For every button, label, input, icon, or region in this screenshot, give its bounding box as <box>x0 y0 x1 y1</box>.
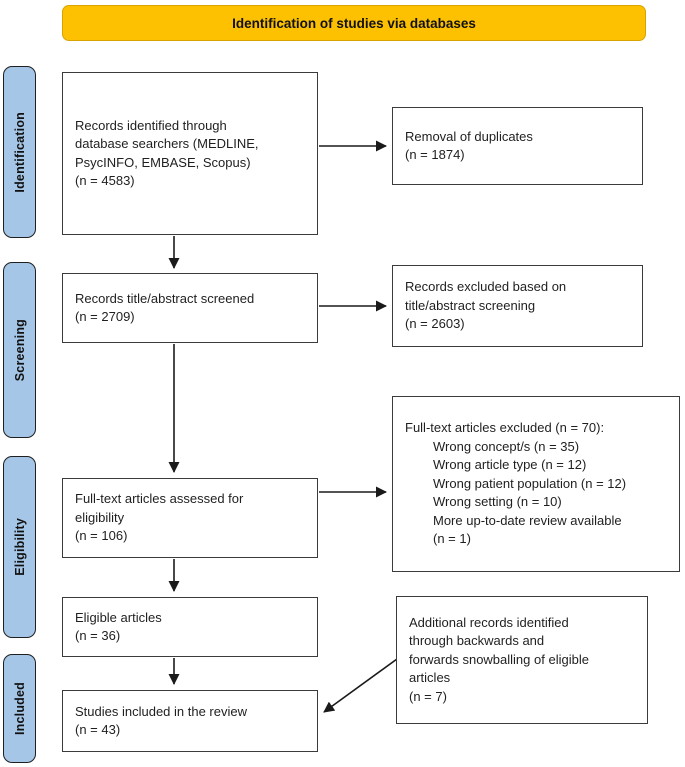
box-text-line: forwards snowballing of eligible <box>409 651 589 667</box>
stage-label-screening-text: Screening <box>12 318 27 382</box>
exclusion-reason: Wrong setting (n = 10) <box>433 494 562 510</box>
box-records-excluded <box>392 265 643 347</box>
box-removal-of-duplicates <box>392 107 643 185</box>
box-text-line: (n = 2603) <box>405 316 465 332</box>
box-text-line: eligibility <box>75 509 125 525</box>
box-snowballing-records <box>396 596 648 724</box>
box-title-abstract-screened <box>62 273 318 343</box>
box-fulltext-excluded <box>392 396 680 572</box>
box-text-line: Records excluded based on <box>405 279 567 295</box>
box-eligible-articles <box>62 597 318 657</box>
box-text-line: articles <box>409 670 451 686</box>
box-text-line: Records identified through <box>75 117 227 133</box>
box-text-line: Full-text articles excluded (n = 70): <box>405 420 605 436</box>
box-text-line: title/abstract screening <box>405 297 536 313</box>
stage-label-screening <box>3 262 36 438</box>
banner-identification-via-databases: Identification of studies via databases <box>62 5 646 41</box>
exclusion-reason: Wrong concept/s (n = 35) <box>433 438 580 454</box>
arrow-snowballing-to-included <box>324 659 397 712</box>
stage-label-included <box>3 654 36 763</box>
box-text-line: through backwards and <box>409 633 545 649</box>
box-text-line: Removal of duplicates <box>405 128 533 144</box>
box-text-line: Records title/abstract screened <box>75 290 255 306</box>
exclusion-reason: Wrong article type (n = 12) <box>433 457 587 473</box>
stage-label-identification <box>3 66 36 238</box>
box-text-line: Studies included in the review <box>75 703 247 719</box>
box-text-line: (n = 43) <box>75 722 121 737</box>
box-text-line: Eligible articles <box>75 609 162 625</box>
box-text-line: (n = 36) <box>75 628 121 643</box>
box-text-line: Full-text articles assessed for <box>75 491 244 507</box>
box-text-line: Additional records identified <box>409 614 569 630</box>
box-text-line: (n = 4583) <box>75 172 135 188</box>
box-text-line: database searchers (MEDLINE, <box>75 136 259 152</box>
box-text-line: (n = 1874) <box>405 147 465 162</box>
box-text-line: PsycINFO, EMBASE, Scopus) <box>75 154 251 170</box>
stage-label-included-text: Included <box>12 682 27 735</box>
exclusion-reason: Wrong patient population (n = 12) <box>433 475 627 491</box>
box-text-line: (n = 7) <box>409 688 447 704</box>
box-text-line: (n = 106) <box>75 528 128 544</box>
exclusion-reason: More up-to-date review available <box>433 512 622 528</box>
box-fulltext-assessed <box>62 478 318 558</box>
box-text-line: (n = 2709) <box>75 309 135 324</box>
box-records-identified <box>62 72 318 235</box>
stage-label-identification-text: Identification <box>12 111 27 193</box>
stage-label-eligibility <box>3 456 36 638</box>
box-studies-included <box>62 690 318 752</box>
stage-label-eligibility-text: Eligibility <box>12 518 27 576</box>
exclusion-reason: (n = 1) <box>433 531 471 547</box>
